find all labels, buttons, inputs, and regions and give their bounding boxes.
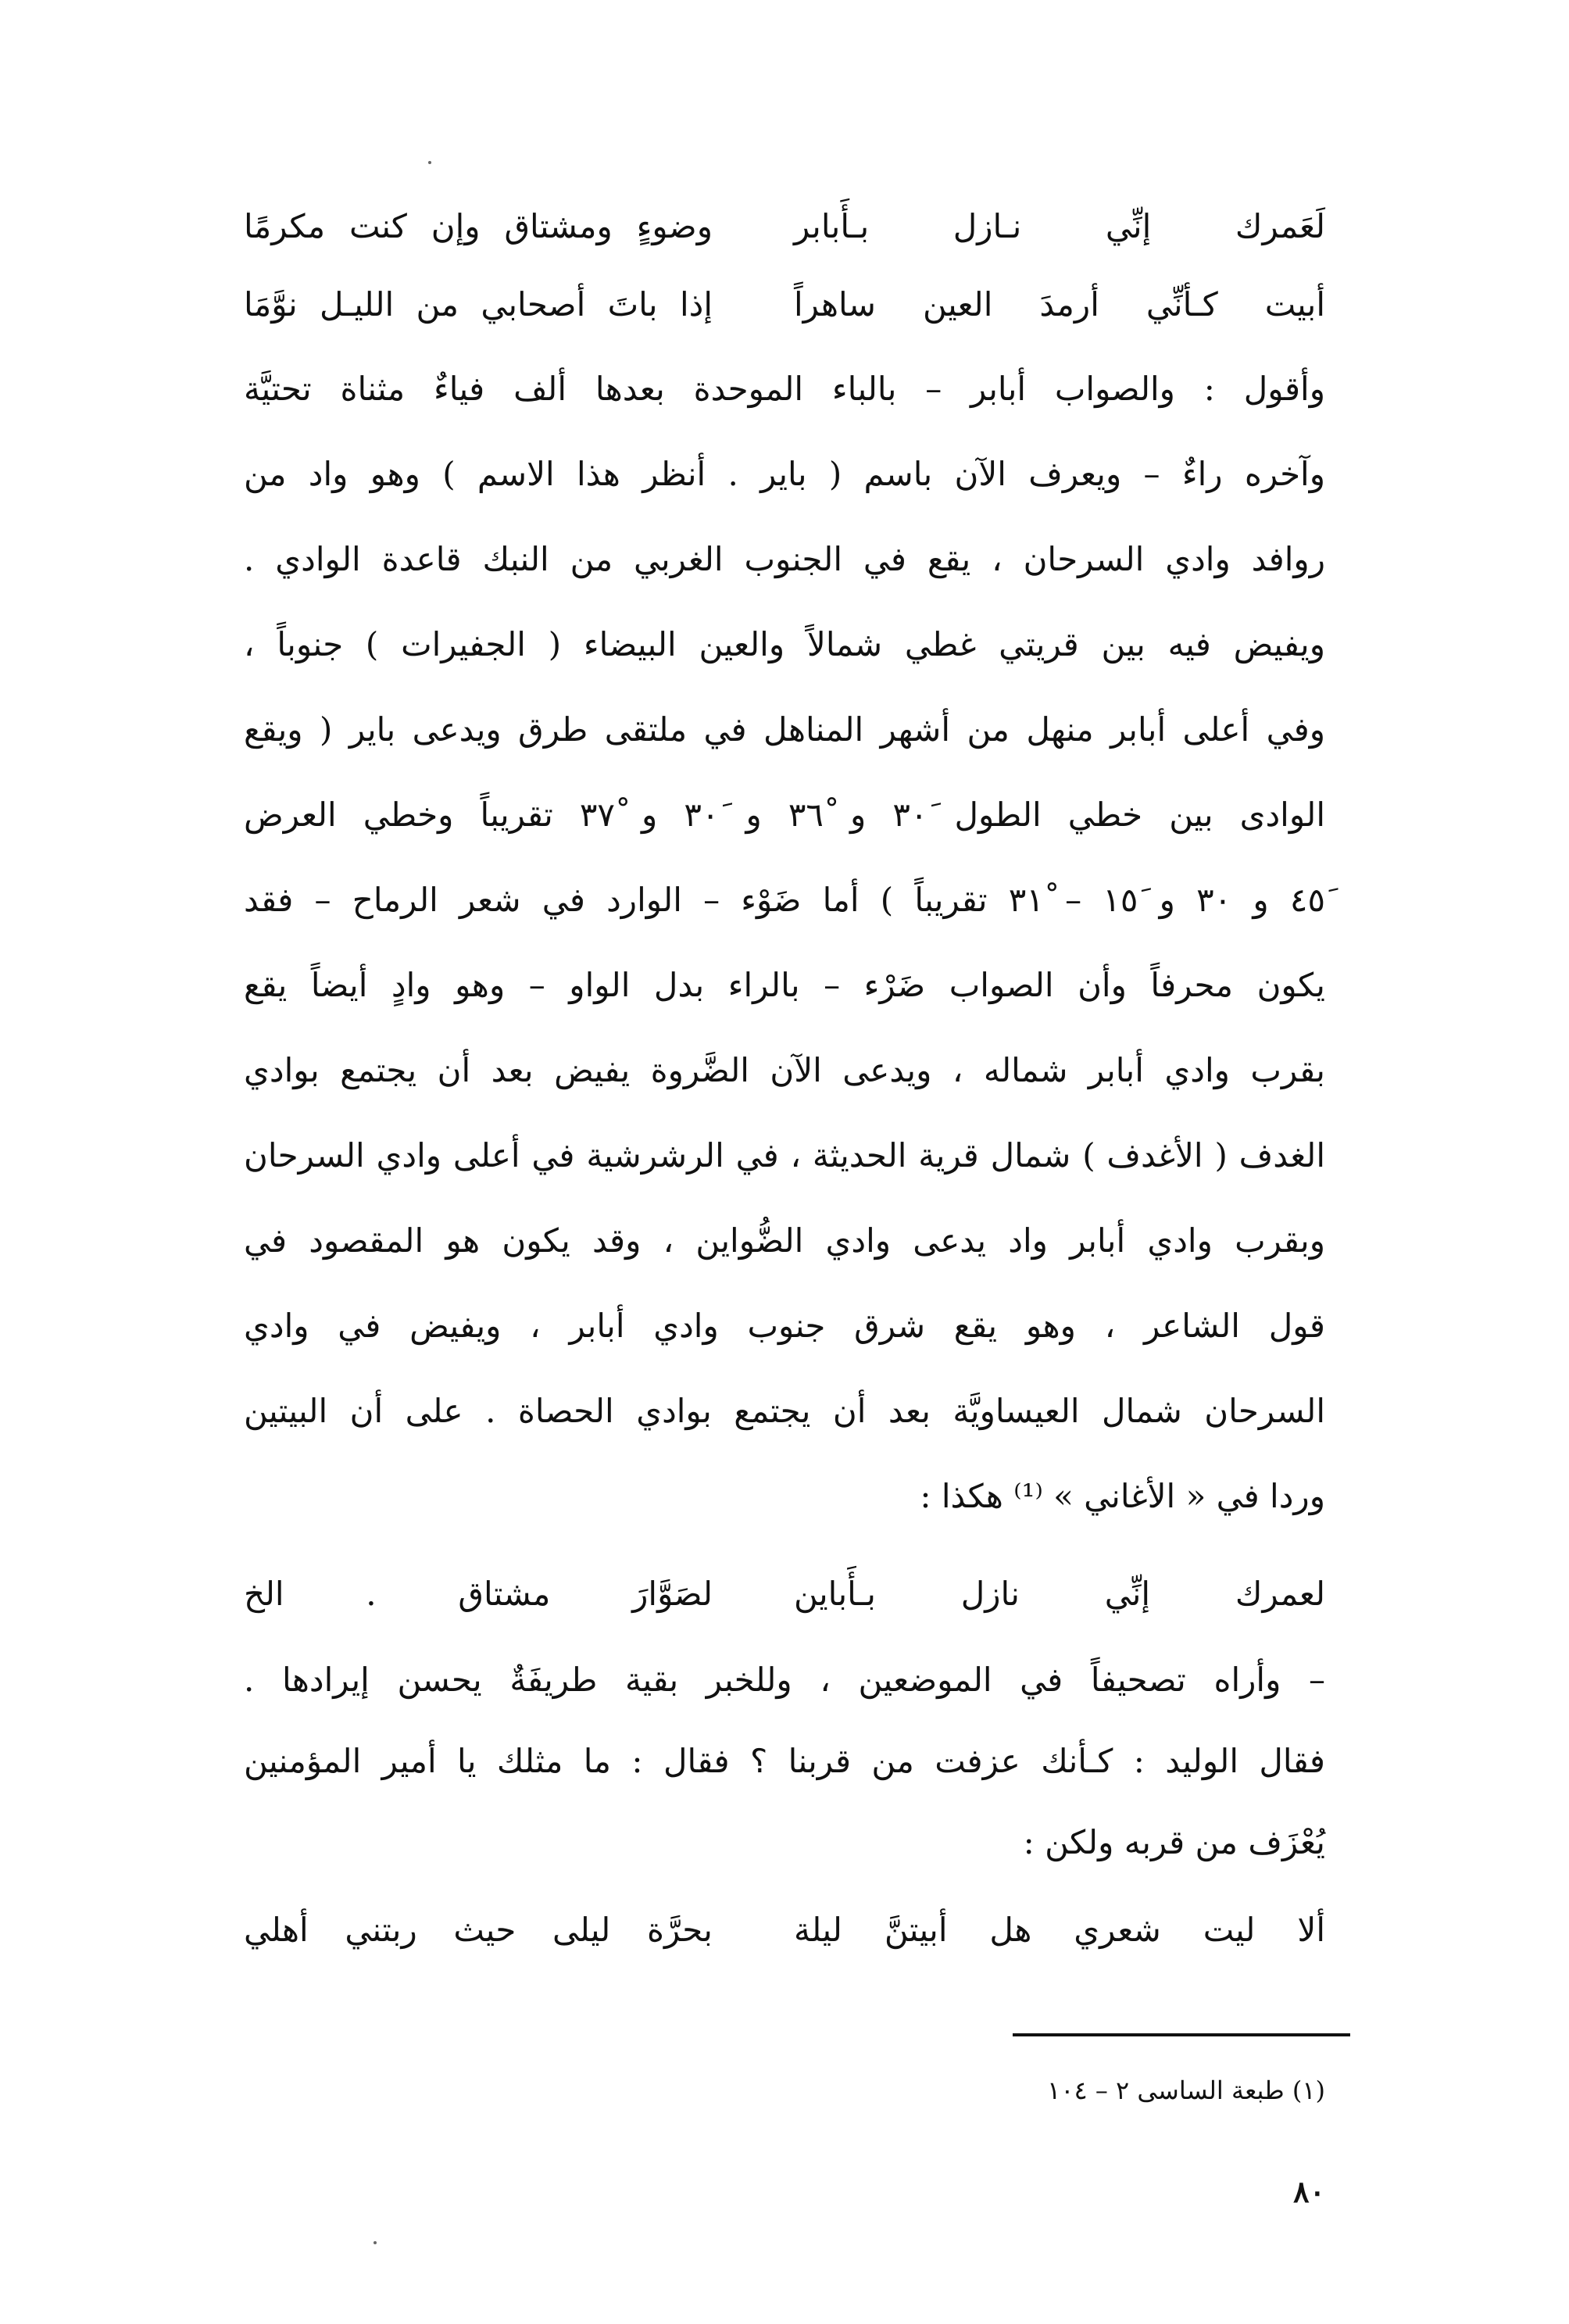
body-line: وأقول : والصواب أبابر – بالباء الموحدة بعدها ألف فياءٌ مثناة تحتيَّة	[244, 370, 1325, 408]
body-line: ٤٥َ و ٣٠ و ١٥َ – ٣١ْ تقريباً ) أما ضَوْء – الوارد في شعر الرماح – فقد	[244, 881, 1326, 919]
verse-hemistich-first: لعمرك إنِّي نازل بـأَباين	[794, 1575, 1325, 1613]
body-line: يُعْزَف من قربه ولكن :	[1023, 1823, 1325, 1861]
body-line: فقال الوليد : كـأنك عزفت من قربنا ؟ فقال : ما مثلك يا أمير المؤمنين	[244, 1742, 1325, 1780]
verse-line-2	[244, 266, 1325, 344]
footnote-divider	[1013, 2033, 1350, 2036]
body-line: السرحان شمال العيساويَّة بعد أن يجتمع بوادي الحصاة . على أن البيتين	[244, 1392, 1325, 1430]
verse-line-4	[244, 1891, 1325, 1969]
body-line: بقرب وادي أبابر شماله ، ويدعى الآن الضَّروة يفيض بعد أن يجتمع بوادي	[244, 1051, 1325, 1089]
body-line: وفي أعلى أبابر منهل من أشهر المناهل في ملتقى طرق ويدعى باير ( ويقع	[244, 710, 1325, 749]
body-line: الوادى بين خطي الطول ٣٠َ و ٣٦ْ و ٣٠َ و ٣٧ْ تقريباً وخطي العرض	[244, 796, 1325, 834]
body-line: وردا في « الأغاني » ⁽¹⁾ هكذا :	[920, 1477, 1325, 1515]
verse-line-3	[244, 1555, 1325, 1633]
footnote: (١) طبعة الساسى ٢ – ١٠٤	[1047, 2076, 1325, 2105]
scan-speck	[373, 2241, 377, 2244]
page-number: ٨٠	[1293, 2174, 1325, 2209]
body-line: روافد وادي السرحان ، يقع في الجنوب الغربي من النبك قاعدة الوادي .	[244, 540, 1325, 578]
verse-hemistich-second: إذا باتَ أصحابي من الليـل نوَّمَا	[244, 285, 713, 324]
verse-hemistich-first: لَعَمرك إنِّي نـازل بـأَبابر	[794, 207, 1325, 245]
verse-hemistich-second: وضوءٍ ومشتاق وإن كنت مكرمًا	[244, 207, 713, 245]
verse-hemistich-second: لصَوَّارَ مشتاق . الخ	[244, 1575, 713, 1613]
body-line: ويفيض فيه بين قريتي غطي شمالاً والعين البيضاء ( الجفيرات ) جنوباً ،	[244, 625, 1325, 663]
body-line: قول الشاعر ، وهو يقع شرق جنوب وادي أبابر ، ويفيض في وادي	[244, 1307, 1325, 1345]
body-line: وبقرب وادي أبابر واد يدعى وادي الضُّواين ، وقد يكون هو المقصود في	[244, 1221, 1325, 1260]
body-line: وآخره راءٌ – ويعرف الآن باسم ( باير . أنظر هذا الاسم ) وهو واد من	[244, 455, 1325, 493]
verse-hemistich-first: أبيت كـأنِّي أرمدَ العين ساهراً	[794, 285, 1325, 324]
body-line: – وأراه تصحيفاً في الموضعين ، وللخبر بقية طريفَةٌ يحسن إيرادها .	[244, 1661, 1325, 1699]
body-line: الغدف ( الأغدف ) شمال قرية الحديثة ، في الرشرشية في أعلى وادي السرحان	[244, 1136, 1325, 1175]
verse-hemistich-second: بحرَّة ليلى حيث ربتني أهلي	[244, 1911, 713, 1949]
verse-line-1	[244, 188, 1325, 266]
scan-speck	[428, 161, 431, 164]
verse-hemistich-first: ألا ليت شعري هل أبيتنَّ ليلة	[794, 1911, 1325, 1949]
body-line: يكون محرفاً وأن الصواب ضَرْء – بالراء بدل الواو – وهو وادٍ أيضاً يقع	[244, 966, 1325, 1004]
